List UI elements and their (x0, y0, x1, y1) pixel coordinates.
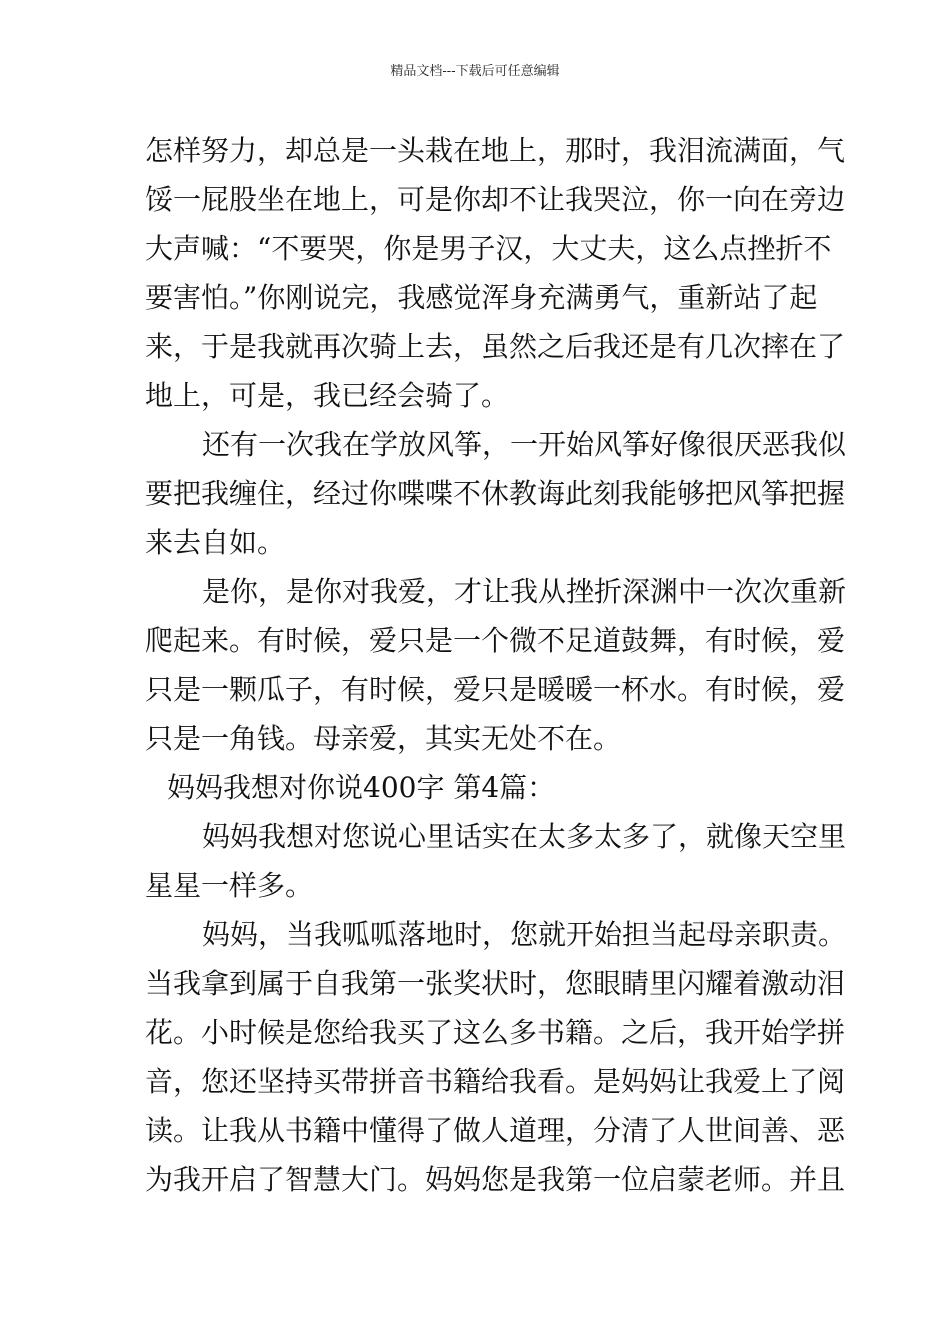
text-line: 为我开启了智慧大门。妈妈您是我第一位启蒙老师。并且 (145, 1163, 846, 1196)
text-line: 是你，是你对我爱，才让我从挫折深渊中一次次重新 (202, 575, 847, 608)
text-line: 妈妈，当我呱呱落地时，您就开始担当起母亲职责。 (202, 918, 847, 951)
text-line: 大声喊：“不要哭，你是男子汉，大丈夫，这么点挫折不 (145, 232, 832, 265)
text-line: 怎样努力，却总是一头栽在地上，那时，我泪流满面，气 (145, 134, 846, 167)
text-line: 当我拿到属于自我第一张奖状时，您眼睛里闪耀着激动泪 (145, 967, 846, 1000)
text-line: 只是一颗瓜子，有时候，爱只是暖暖一杯水。有时候，爱 (145, 673, 846, 706)
text-line: 读。让我从书籍中懂得了做人道理，分清了人世间善、恶 (145, 1114, 846, 1147)
text-line: 爬起来。有时候，爱只是一个微不足道鼓舞，有时候，爱 (145, 624, 846, 657)
text-line: 来，于是我就再次骑上去，虽然之后我还是有几次摔在了 (145, 330, 846, 363)
text-line: 还有一次我在学放风筝，一开始风筝好像很厌恶我似 (202, 428, 847, 461)
text-line: 音，您还坚持买带拼音书籍给我看。是妈妈让我爱上了阅 (145, 1065, 846, 1098)
text-line: 星星一样多。 (145, 869, 314, 902)
text-line: 要把我缠住，经过你喋喋不休教诲此刻我能够把风筝把握 (145, 477, 846, 510)
text-line: 妈妈我想对您说心里话实在太多太多了，就像天空里 (202, 820, 847, 853)
text-line: 馁一屁股坐在地上，可是你却不让我哭泣，你一向在旁边 (145, 183, 846, 216)
text-line: 来去自如。 (145, 526, 286, 559)
text-line: 只是一角钱。母亲爱，其实无处不在。 (145, 722, 622, 755)
text-line: 要害怕。”你刚说完，我感觉浑身充满勇气，重新站了起 (145, 281, 818, 314)
body-text (145, 126, 847, 1204)
page-header: 精品文档---下载后可任意编辑 (390, 64, 560, 79)
section-title: 妈妈我想对你说400字 第4篇： (167, 771, 556, 804)
text-line: 花。小时候是您给我买了这么多书籍。之后，我开始学拼 (145, 1016, 846, 1049)
text-line: 地上，可是，我已经会骑了。 (145, 379, 510, 412)
